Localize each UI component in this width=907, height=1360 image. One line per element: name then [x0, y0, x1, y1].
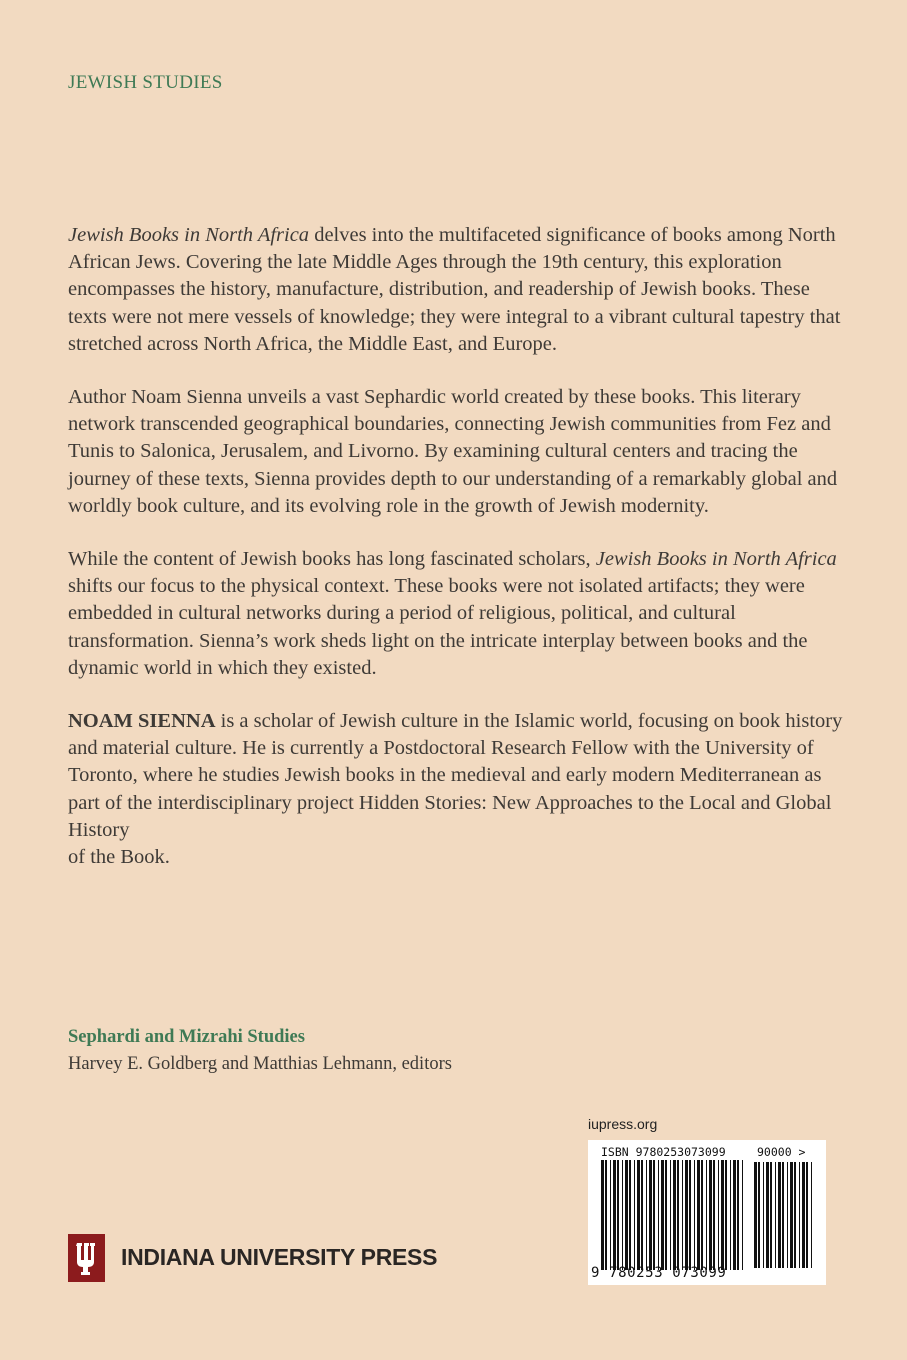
barcode-bar [754, 1162, 757, 1268]
paragraph-2-text: Author Noam Sienna unveils a vast Sephardic world created by these books. This literary network transcended geographical boundaries, connecting Jewish communities from Fez and Tunis to Salonica, Jerusalem, and Livorno. By examining cultural centers and tracing the journey of these texts, Sienna provides depth to our understanding of a remarkably global and worldly book culture, and its evolving role in the growth of Jewish modernity. [68, 386, 838, 517]
barcode-bar [763, 1162, 764, 1268]
barcode-digits: 9 780253 073099 [591, 1265, 727, 1281]
barcode-bar [677, 1160, 679, 1270]
author-name: NOAM SIENNA [68, 710, 216, 733]
publisher-website: iupress.org [588, 1116, 658, 1132]
price-code: 90000 > [757, 1145, 806, 1159]
series-title: Sephardi and Mizrahi Studies [68, 1027, 305, 1047]
barcode-bar [775, 1162, 776, 1268]
barcode-bar [709, 1160, 712, 1270]
book-title-italic: Jewish Books in North Africa [595, 548, 837, 571]
barcode-bar [725, 1160, 727, 1270]
barcode-bar [634, 1160, 635, 1270]
barcode-bar [622, 1160, 623, 1270]
author-bio-text: is a scholar of Jewish culture in the Islamic world, focusing on book history and material culture. He is currently a Postdoctoral Research Fellow with the University of Toronto, where he studies Jewish books in the medieval and early modern Mediterranean as part of the interdisciplinary project Hidden Stories: New Approaches to the Local and Global History [68, 710, 843, 841]
barcode-bar [802, 1162, 805, 1268]
barcode-bar [613, 1160, 616, 1270]
barcode-bar [637, 1160, 640, 1270]
barcode-bar [646, 1160, 647, 1270]
barcode-bar [721, 1160, 724, 1270]
barcode-bar [661, 1160, 664, 1270]
barcode-bar [605, 1160, 607, 1270]
description-paragraph-3 [68, 546, 848, 682]
book-description [68, 222, 848, 897]
barcode-bar [770, 1162, 772, 1268]
isbn-label: ISBN 9780253073099 [601, 1145, 726, 1159]
iu-trident-icon [68, 1234, 105, 1282]
barcode-bar [670, 1160, 671, 1270]
series-editors: Harvey E. Goldberg and Matthias Lehmann, editors [68, 1054, 452, 1074]
barcode-bar [682, 1160, 683, 1270]
author-bio [68, 708, 848, 871]
barcode-bar [794, 1162, 796, 1268]
barcode-bar [706, 1160, 707, 1270]
barcode-bar [685, 1160, 688, 1270]
series-info [68, 1024, 452, 1078]
barcode-bar [758, 1162, 760, 1268]
book-title-italic: Jewish Books in North Africa [68, 224, 310, 246]
barcode-bar [713, 1160, 715, 1270]
barcode-bars [588, 1140, 826, 1285]
description-paragraph-2 [68, 384, 848, 520]
barcode-bar [730, 1160, 731, 1270]
barcode-bar [806, 1162, 808, 1268]
barcode-bar [737, 1160, 739, 1270]
barcode-bar [629, 1160, 631, 1270]
barcode-bar [658, 1160, 659, 1270]
paragraph-3-text-b: shifts our focus to the physical context. These books were not isolated artifacts; they were embedded in cultural networks during a period of religious, political, and cultural transformation. Sienna’s work sheds light on the intricate interplay between books and the dynamic world in which they existed. [68, 575, 808, 679]
paragraph-3-text-a: While the content of Jewish books has long fascinated scholars, [68, 548, 596, 571]
barcode-bar [778, 1162, 781, 1268]
barcode-bar [733, 1160, 736, 1270]
isbn-barcode [588, 1140, 826, 1285]
barcode-bar [610, 1160, 611, 1270]
barcode-bar [697, 1160, 700, 1270]
barcode-bar [718, 1160, 719, 1270]
barcode-bar [701, 1160, 703, 1270]
barcode-bar [673, 1160, 676, 1270]
barcode-bar [601, 1160, 604, 1270]
barcode-bar [653, 1160, 655, 1270]
barcode-bar [811, 1162, 812, 1268]
barcode-bar [742, 1160, 743, 1270]
barcode-bar [694, 1160, 695, 1270]
barcode-bar [689, 1160, 691, 1270]
barcode-bar [787, 1162, 788, 1268]
barcode-bar [766, 1162, 769, 1268]
barcode-bar [649, 1160, 652, 1270]
barcode-bar [799, 1162, 800, 1268]
category-label: JEWISH STUDIES [68, 72, 223, 93]
author-bio-text-end: of the Book. [68, 846, 170, 869]
barcode-bar [665, 1160, 667, 1270]
barcode-bar [782, 1162, 784, 1268]
description-paragraph-1 [68, 222, 848, 358]
paragraph-1-text: delves into the multifaceted significance of books among North African Jews. Covering the late Middle Ages through the 19th century, this exploration encompasses the history, manufacture, distribution, and readership of Jewish books. These texts were not mere vessels of knowledge; they were integral to a vibrant cultural tapestry that stretched across North Africa, the Middle East, and Europe. [68, 224, 841, 355]
barcode-bar [790, 1162, 793, 1268]
barcode-bar [625, 1160, 628, 1270]
publisher-name: INDIANA UNIVERSITY PRESS [121, 1244, 438, 1270]
barcode-bar [617, 1160, 619, 1270]
barcode-bar [641, 1160, 643, 1270]
